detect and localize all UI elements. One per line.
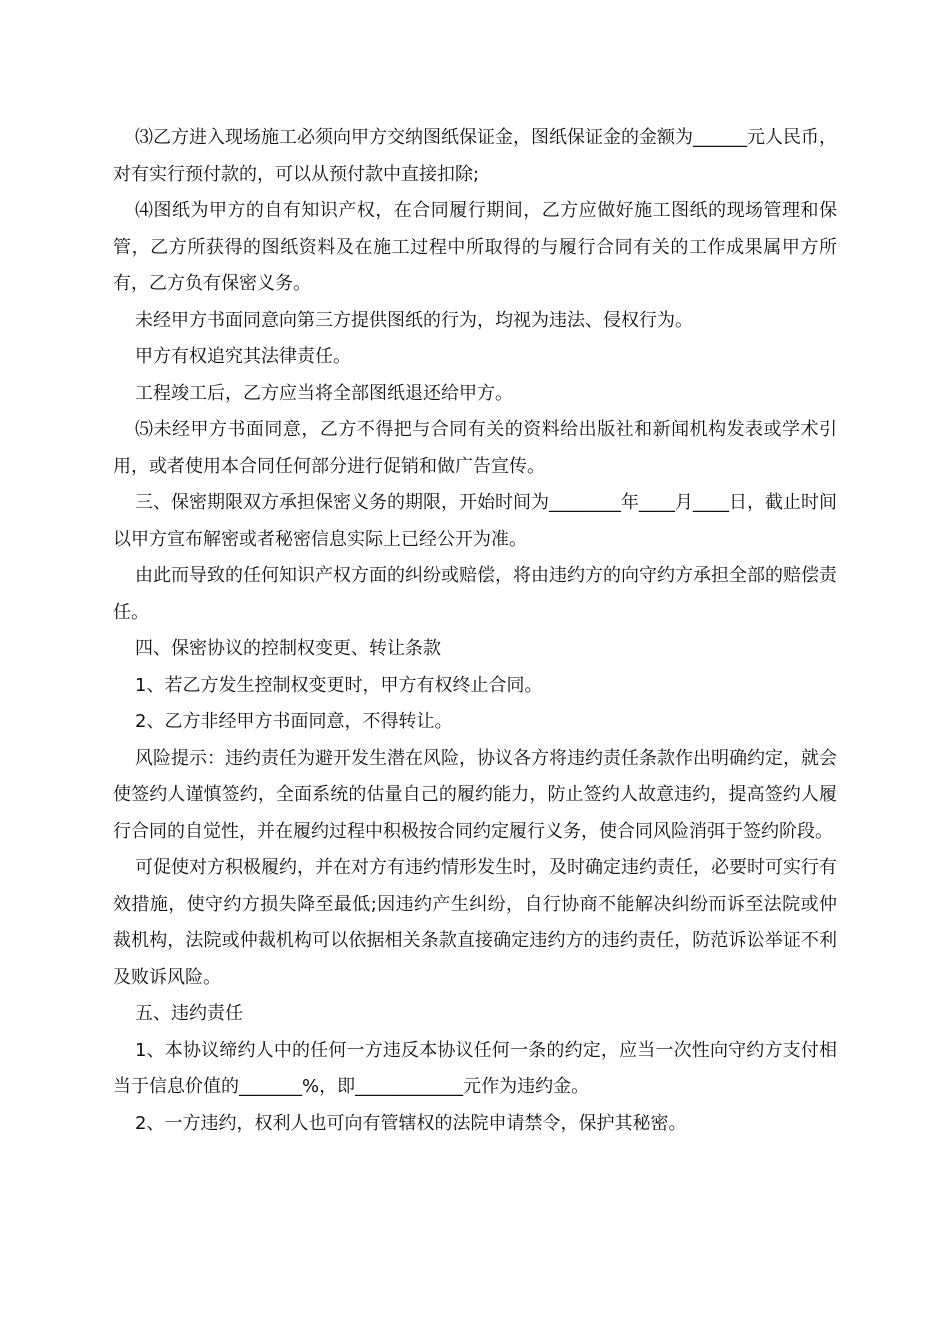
document-body [113, 120, 837, 1142]
paragraph-publication-restriction: ⑸未经甲方书面同意，乙方不得把与合同有关的资料给出版社和新闻机构发表或学术引用，或者使用本合同任何部分进行促销和做广告宣传。 [113, 419, 837, 477]
clause-liquidated-damages: 1、本协议缔约人中的任何一方违反本协议任何一条的约定，应当一次性向守约方支付相当于信息价值的_______%，即____________元作为违约金。 [113, 1039, 837, 1097]
clause-no-transfer: 2、乙方非经甲方书面同意，不得转让。 [135, 711, 453, 732]
section-heading-breach-liability: 五、违约责任 [135, 1003, 243, 1024]
paragraph-ip-disputes: 由此而导致的任何知识产权方面的纠纷或赔偿，将由违约方的向守约方承担全部的赔偿责任。 [113, 565, 837, 623]
paragraph-performance-promotion: 可促使对方积极履约，并在对方有违约情形发生时，及时确定违约责任，必要时可实行有效措施，使守约方损失降至最低;因违约产生纠纷，自行协商不能解决纠纷而诉至法院或仲裁机构，法院或仲裁机构可以依据相关条款直接确定违约方的违约责任，防范诉讼举证不利及败诉风险。 [113, 857, 837, 988]
paragraph-third-party-prohibition: 未经甲方书面同意向第三方提供图纸的行为，均视为违法、侵权行为。 [135, 309, 693, 331]
paragraph-return-drawings: 工程竣工后，乙方应当将全部图纸退还给甲方。 [135, 382, 513, 404]
section-confidentiality-period: 三、保密期限双方承担保密义务的期限，开始时间为________年____月____日，截止时间以甲方宣布解密或者秘密信息实际上已经公开为准。 [113, 492, 837, 550]
paragraph-legal-liability: 甲方有权追究其法律责任。 [135, 346, 351, 367]
clause-injunction: 2、一方违约，权利人也可向有管辖权的法院申请禁令，保护其秘密。 [135, 1112, 687, 1134]
paragraph-drawing-deposit: ⑶乙方进入现场施工必须向甲方交纳图纸保证金，图纸保证金的金额为______元人民币，对有实行预付款的，可以从预付款中直接扣除; [113, 127, 837, 185]
paragraph-drawing-ownership: ⑷图纸为甲方的自有知识产权，在合同履行期间，乙方应做好施工图纸的现场管理和保管，乙方所获得的图纸资料及在施工过程中所取得的与履行合同有关的工作成果属甲方所有，乙方负有保密义务。 [113, 200, 837, 294]
paragraph-risk-notice: 风险提示：违约责任为避开发生潜在风险，协议各方将违约责任条款作出明确约定，就会使签约人谨慎签约，全面系统的估量自己的履约能力，防止签约人故意违约，提高签约人履行合同的自觉性，并在履约过程中积极按合同约定履行义务，使合同风险消弭于签约阶段。 [113, 747, 837, 842]
section-heading-control-change: 四、保密协议的控制权变更、转让条款 [135, 638, 441, 659]
clause-control-change-termination: 1、若乙方发生控制权变更时，甲方有权终止合同。 [135, 674, 543, 696]
